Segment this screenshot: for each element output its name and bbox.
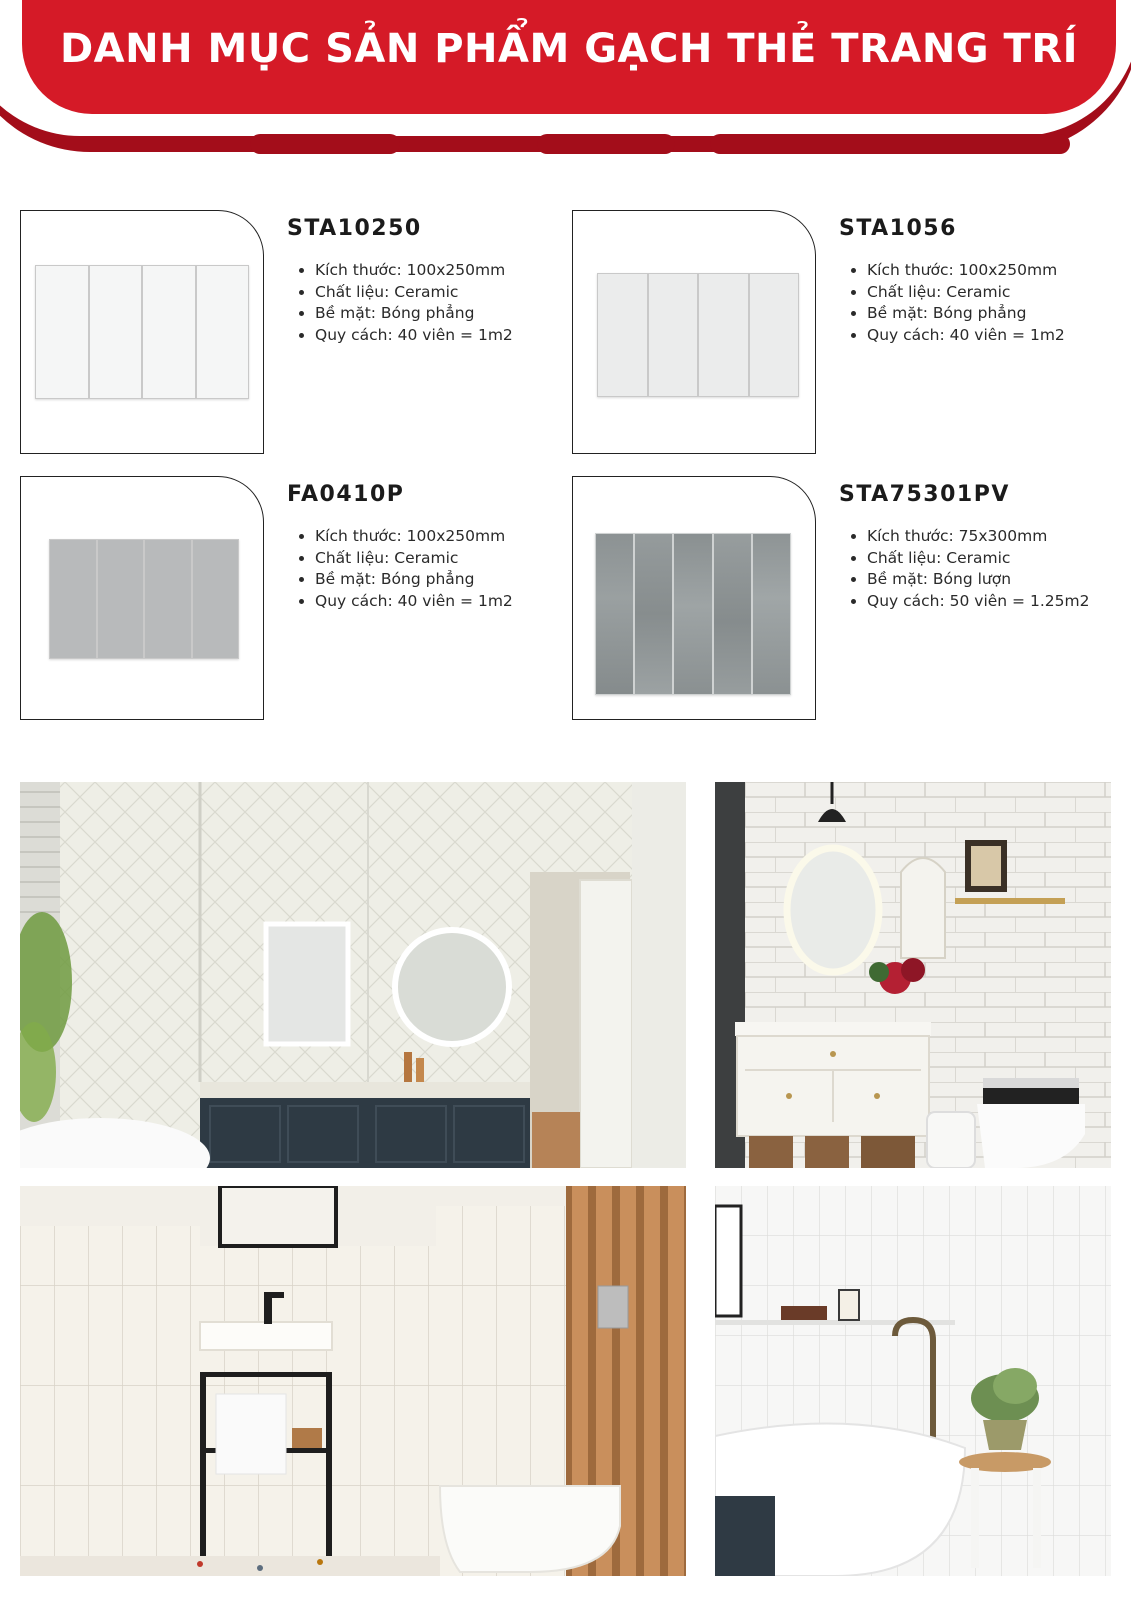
product-card [572,210,1131,456]
product-card [20,210,580,456]
tile-sample-image [595,533,791,695]
spec-surface: • Bề mặt: Bóng phẳng [315,569,513,591]
tile-sample-image [35,265,249,399]
bathroom-photo-bathtub [715,1186,1111,1576]
decor-bar-middle [537,134,675,154]
product-image-frame [572,476,816,720]
header-banner [22,0,1116,114]
spec-surface: • Bề mặt: Bóng phẳng [867,303,1065,325]
spec-surface: • Bề mặt: Bóng lượn [867,569,1089,591]
product-card [572,476,1131,722]
spec-material: • Chất liệu: Ceramic [867,282,1065,304]
spec-packing: • Quy cách: 40 viên = 1m2 [315,591,513,613]
bathroom-photo-vertical-tiles [20,1186,686,1576]
spec-surface: • Bề mặt: Bóng phẳng [315,303,513,325]
spec-size: • Kích thước: 75x300mm [867,526,1089,548]
spec-material: • Chất liệu: Ceramic [867,548,1089,570]
spec-packing: • Quy cách: 50 viên = 1.25m2 [867,591,1089,613]
bathroom-photo-herringbone [20,782,686,1168]
product-specs [847,260,1065,346]
product-specs [847,526,1089,612]
spec-size: • Kích thước: 100x250mm [867,260,1065,282]
product-image-frame [20,210,264,454]
product-code: FA0410P [287,482,405,507]
spec-size: • Kích thước: 100x250mm [315,260,513,282]
tile-sample-image [49,539,239,659]
decor-bar-right [710,134,1070,154]
product-image-frame [20,476,264,720]
product-image-frame [572,210,816,454]
decor-bar-left [250,134,400,154]
product-specs [295,526,513,612]
product-card [20,476,580,722]
bathroom-photo-subway [715,782,1111,1168]
page-title: DANH MỤC SẢN PHẨM GẠCH THẺ TRANG TRÍ [59,26,1079,72]
product-code: STA1056 [839,216,957,241]
tile-sample-image [597,273,799,397]
spec-size: • Kích thước: 100x250mm [315,526,513,548]
spec-material: • Chất liệu: Ceramic [315,548,513,570]
product-specs [295,260,513,346]
product-code: STA10250 [287,216,422,241]
spec-material: • Chất liệu: Ceramic [315,282,513,304]
product-code: STA75301PV [839,482,1010,507]
spec-packing: • Quy cách: 40 viên = 1m2 [867,325,1065,347]
spec-packing: • Quy cách: 40 viên = 1m2 [315,325,513,347]
